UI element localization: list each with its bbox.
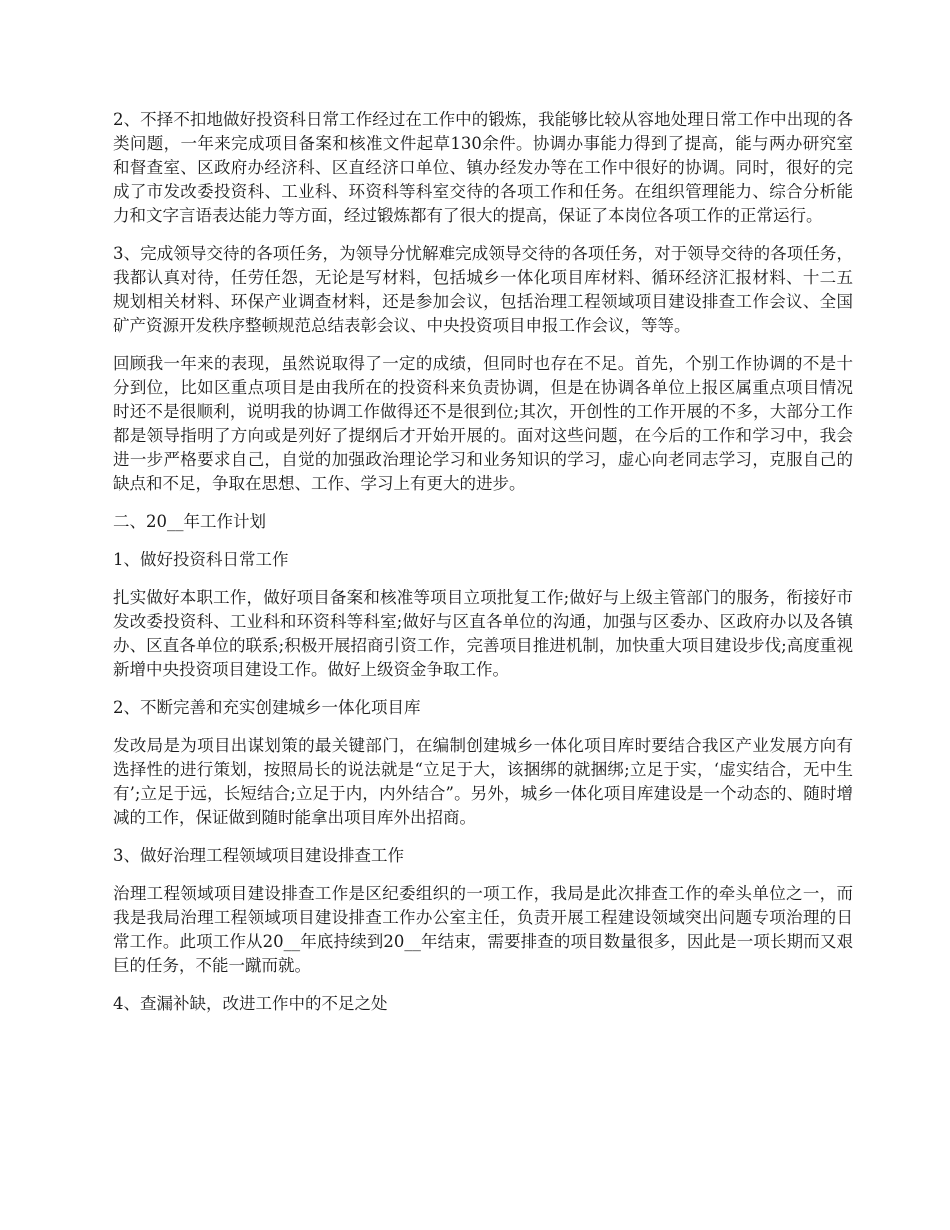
- paragraph-leadership-tasks: 3、完成领导交待的各项任务，为领导分忧解难完成领导交待的各项任务，对于领导交待的各项任务，我都认真对待，任劳任怨，无论是写材料，包括城乡一体化项目库材料、循环经济汇报材料、十二五规划相关材料、环保产业调查材料，还是参加会议，包括治理工程领域项目建设排查工作会议、全国矿产资源开发秩序整顿规范总结表彰会议、中央投资项目申报工作会议，等等。: [113, 244, 853, 335]
- paragraph-project-library: 发改局是为项目出谋划策的最关键部门，在编制创建城乡一体化项目库时要结合我区产业发展方向有选择性的进行策划，按照局长的说法就是“立足于大，该捆绑的就捆绑;立足于实，‘虚实结合，无中生有’;立足于远，长短结合;立足于内，内外结合”。另外，城乡一体化项目库建设是一个动态的、随时增减的工作，保证做到随时能拿出项目库外出招商。: [113, 736, 853, 827]
- paragraph-investment-daily-work: 2、不择不扣地做好投资科日常工作经过在工作中的锻炼，我能够比较从容地处理日常工作中出现的各类问题，一年来完成项目备案和核准文件起草130余件。协调办事能力得到了提高，能与两办研究室和督查室、区政府办经济科、区直经济口单位、镇办经发办等在工作中很好的协调。同时，很好的完成了市发改委投资科、工业科、环资科等科室交待的各项工作和任务。在组织管理能力、综合分析能力和文字言语表达能力等方面，经过锻炼都有了很大的提高，保证了本岗位各项工作的正常运行。: [113, 110, 853, 225]
- paragraph-plan-daily-work: 扎实做好本职工作，做好项目备案和核准等项目立项批复工作;做好与上级主管部门的服务，衔接好市发改委投资科、工业科和环资科等科室;做好与区直各单位的沟通，加强与区委办、区政府办以及各镇办、区直各单位的联系;积极开展招商引资工作，完善项目推进机制，加快重大项目建设步伐;高度重视新增中央投资项目建设工作。做好上级资金争取工作。: [113, 588, 853, 679]
- subheading-investment-daily: 1、做好投资科日常工作: [113, 550, 289, 569]
- paragraph-inspection: 治理工程领域项目建设排查工作是区纪委组织的一项工作，我局是此次排查工作的牵头单位之一，而我是我局治理工程领域项目建设排查工作办公室主任，负责开展工程建设领域突出问题专项治理的日常工作。此项工作从20__年底持续到20__年结束，需要排查的项目数量很多，因此是一项长期而又艰巨的任务，不能一蹴而就。: [113, 884, 853, 975]
- subheading-project-library: 2、不断完善和充实创建城乡一体化项目库: [113, 698, 421, 717]
- document-body: [113, 108, 853, 1030]
- subheading-improvement: 4、查漏补缺，改进工作中的不足之处: [113, 994, 388, 1013]
- paragraph-year-review: 回顾我一年来的表现，虽然说取得了一定的成绩，但同时也存在不足。首先，个别工作协调的不是十分到位，比如区重点项目是由我所在的投资科来负责协调，但是在协调各单位上报区属重点项目情况时还不是很顺利，说明我的协调工作做得还不是很到位;其次，开创性的工作开展的不多，大部分工作都是领导指明了方向或是列好了提纲后才开始开展的。面对这些问题，在今后的工作和学习中，我会进一步严格要求自己，自觉的加强政治理论学习和业务知识的学习，虚心向老同志学习，克服自己的缺点和不足，争取在思想、工作、学习上有更大的进步。: [113, 354, 853, 493]
- subheading-inspection: 3、做好治理工程领域项目建设排查工作: [113, 846, 404, 865]
- section-heading-work-plan: 二、20__年工作计划: [113, 512, 266, 531]
